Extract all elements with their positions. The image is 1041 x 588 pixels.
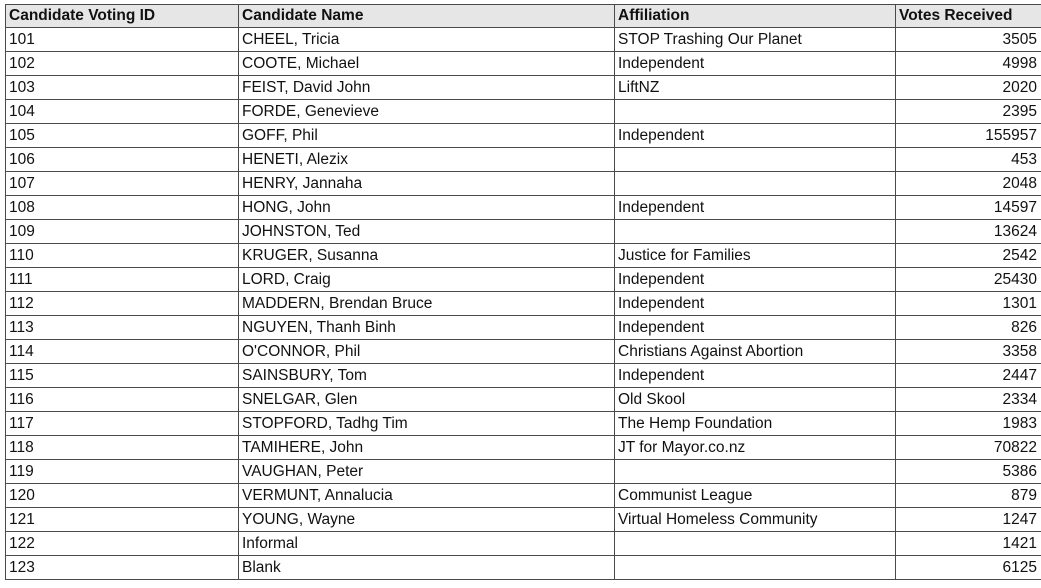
cell-voting-id: 121 [6, 508, 239, 532]
cell-affiliation: LiftNZ [615, 76, 896, 100]
cell-candidate-name: COOTE, Michael [239, 52, 615, 76]
cell-votes-received: 2542 [896, 244, 1041, 268]
cell-voting-id: 120 [6, 484, 239, 508]
cell-candidate-name: VERMUNT, Annalucia [239, 484, 615, 508]
cell-voting-id: 101 [6, 28, 239, 52]
cell-voting-id: 111 [6, 268, 239, 292]
cell-voting-id: 122 [6, 532, 239, 556]
cell-voting-id: 110 [6, 244, 239, 268]
cell-candidate-name: YOUNG, Wayne [239, 508, 615, 532]
cell-affiliation: Justice for Families [615, 244, 896, 268]
cell-candidate-name: LORD, Craig [239, 268, 615, 292]
cell-votes-received: 1421 [896, 532, 1041, 556]
cell-candidate-name: VAUGHAN, Peter [239, 460, 615, 484]
cell-voting-id: 115 [6, 364, 239, 388]
header-candidate-name: Candidate Name [239, 5, 615, 28]
cell-votes-received: 1247 [896, 508, 1041, 532]
table-row [6, 124, 1041, 148]
cell-affiliation [615, 532, 896, 556]
cell-voting-id: 112 [6, 292, 239, 316]
cell-affiliation [615, 148, 896, 172]
header-affiliation: Affiliation [615, 5, 896, 28]
cell-voting-id: 107 [6, 172, 239, 196]
cell-candidate-name: FORDE, Genevieve [239, 100, 615, 124]
cell-candidate-name: MADDERN, Brendan Bruce [239, 292, 615, 316]
cell-voting-id: 102 [6, 52, 239, 76]
cell-candidate-name: FEIST, David John [239, 76, 615, 100]
cell-affiliation: Communist League [615, 484, 896, 508]
cell-affiliation: JT for Mayor.co.nz [615, 436, 896, 460]
cell-voting-id: 106 [6, 148, 239, 172]
cell-votes-received: 13624 [896, 220, 1041, 244]
cell-votes-received: 155957 [896, 124, 1041, 148]
cell-votes-received: 4998 [896, 52, 1041, 76]
cell-voting-id: 123 [6, 556, 239, 580]
cell-affiliation [615, 172, 896, 196]
table-row [6, 28, 1041, 52]
table-row [6, 52, 1041, 76]
cell-voting-id: 119 [6, 460, 239, 484]
cell-affiliation: Independent [615, 316, 896, 340]
cell-candidate-name: CHEEL, Tricia [239, 28, 615, 52]
cell-votes-received: 1983 [896, 412, 1041, 436]
cell-affiliation [615, 220, 896, 244]
cell-votes-received: 14597 [896, 196, 1041, 220]
cell-affiliation: STOP Trashing Our Planet [615, 28, 896, 52]
table-row [6, 436, 1041, 460]
election-results-table [5, 4, 1041, 580]
table-row [6, 220, 1041, 244]
cell-candidate-name: TAMIHERE, John [239, 436, 615, 460]
table-row [6, 412, 1041, 436]
cell-affiliation: Old Skool [615, 388, 896, 412]
cell-votes-received: 1301 [896, 292, 1041, 316]
cell-votes-received: 2395 [896, 100, 1041, 124]
cell-affiliation: Virtual Homeless Community [615, 508, 896, 532]
cell-candidate-name: O'CONNOR, Phil [239, 340, 615, 364]
cell-affiliation [615, 460, 896, 484]
table-row [6, 172, 1041, 196]
cell-voting-id: 114 [6, 340, 239, 364]
table-row [6, 76, 1041, 100]
cell-votes-received: 2447 [896, 364, 1041, 388]
cell-candidate-name: JOHNSTON, Ted [239, 220, 615, 244]
table-row [6, 268, 1041, 292]
cell-votes-received: 826 [896, 316, 1041, 340]
cell-votes-received: 2048 [896, 172, 1041, 196]
table-row [6, 340, 1041, 364]
cell-candidate-name: Blank [239, 556, 615, 580]
cell-voting-id: 103 [6, 76, 239, 100]
cell-votes-received: 5386 [896, 460, 1041, 484]
cell-affiliation: Independent [615, 292, 896, 316]
table-row [6, 484, 1041, 508]
cell-voting-id: 113 [6, 316, 239, 340]
table-row [6, 556, 1041, 580]
table-row [6, 100, 1041, 124]
cell-votes-received: 879 [896, 484, 1041, 508]
cell-votes-received: 453 [896, 148, 1041, 172]
header-votes-received: Votes Received [896, 5, 1041, 28]
cell-voting-id: 108 [6, 196, 239, 220]
results-sheet [5, 4, 1041, 580]
cell-affiliation [615, 100, 896, 124]
table-row [6, 508, 1041, 532]
cell-affiliation [615, 556, 896, 580]
table-row [6, 196, 1041, 220]
cell-candidate-name: HONG, John [239, 196, 615, 220]
cell-affiliation: Independent [615, 268, 896, 292]
cell-affiliation: Independent [615, 364, 896, 388]
cell-candidate-name: SNELGAR, Glen [239, 388, 615, 412]
cell-votes-received: 6125 [896, 556, 1041, 580]
table-row [6, 148, 1041, 172]
table-row [6, 316, 1041, 340]
cell-affiliation: Independent [615, 124, 896, 148]
header-candidate-voting-id: Candidate Voting ID [6, 5, 239, 28]
cell-affiliation: Independent [615, 52, 896, 76]
table-row [6, 364, 1041, 388]
cell-candidate-name: SAINSBURY, Tom [239, 364, 615, 388]
cell-votes-received: 2334 [896, 388, 1041, 412]
cell-voting-id: 117 [6, 412, 239, 436]
cell-votes-received: 3505 [896, 28, 1041, 52]
cell-candidate-name: NGUYEN, Thanh Binh [239, 316, 615, 340]
cell-voting-id: 105 [6, 124, 239, 148]
cell-candidate-name: HENRY, Jannahа [239, 172, 615, 196]
table-row [6, 460, 1041, 484]
cell-voting-id: 109 [6, 220, 239, 244]
cell-candidate-name: KRUGER, Susanna [239, 244, 615, 268]
table-row [6, 532, 1041, 556]
cell-voting-id: 104 [6, 100, 239, 124]
table-row [6, 244, 1041, 268]
cell-candidate-name: HENETI, Alezix [239, 148, 615, 172]
cell-votes-received: 2020 [896, 76, 1041, 100]
cell-candidate-name: STOPFORD, Tadhg Tim [239, 412, 615, 436]
cell-voting-id: 118 [6, 436, 239, 460]
cell-affiliation: The Hemp Foundation [615, 412, 896, 436]
cell-votes-received: 70822 [896, 436, 1041, 460]
table-row [6, 292, 1041, 316]
header-row [6, 5, 1041, 28]
cell-candidate-name: GOFF, Phil [239, 124, 615, 148]
table-row [6, 388, 1041, 412]
cell-affiliation: Christians Against Abortion [615, 340, 896, 364]
cell-votes-received: 25430 [896, 268, 1041, 292]
cell-affiliation: Independent [615, 196, 896, 220]
cell-votes-received: 3358 [896, 340, 1041, 364]
table-body [6, 28, 1041, 580]
cell-candidate-name: Informal [239, 532, 615, 556]
cell-voting-id: 116 [6, 388, 239, 412]
